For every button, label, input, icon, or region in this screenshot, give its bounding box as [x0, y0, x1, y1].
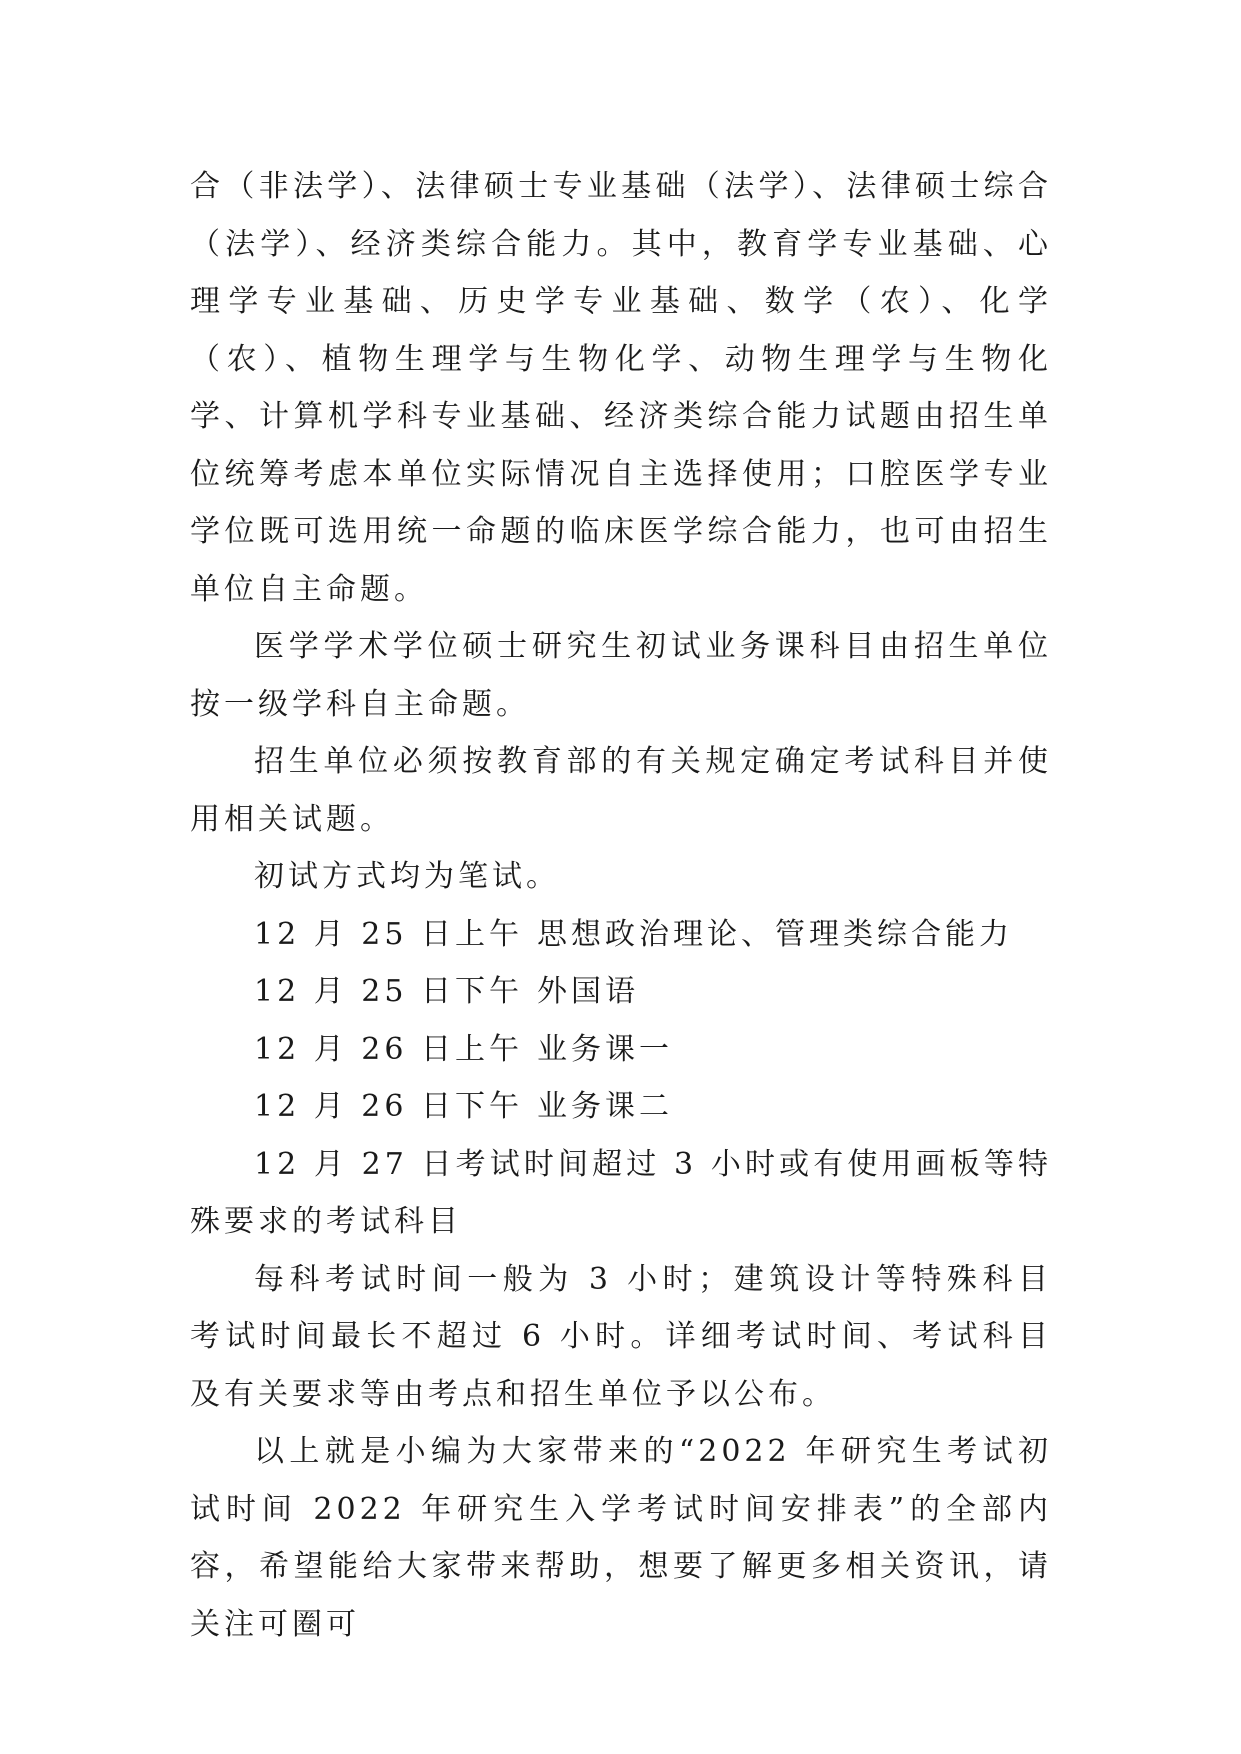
schedule-line-4: [190, 1078, 1052, 1136]
paragraph-medical-academic: 医学学术学位硕士研究生初试业务课科目由招生单位按一级学科自主命题。: [190, 629, 1052, 722]
paragraph-special-exams: 12 月 27 日考试时间超过 3 小时或有使用画板等特殊要求的考试科目: [190, 1146, 1052, 1239]
schedule-date: 12 月 26 日上午: [254, 1031, 523, 1067]
schedule-subject: 业务课一: [536, 1031, 673, 1067]
schedule-subject: 外国语: [536, 974, 639, 1009]
paragraph-closing: 以上就是小编为大家带来的“2022 年研究生考试初试时间 2022 年研究生入学考试时间安排表”的全部内容，希望能给大家带来帮助，想要了解更多相关资讯，请关注可圈可: [190, 1434, 1052, 1642]
schedule-line-2: [190, 963, 1052, 1021]
document-body: [190, 158, 1052, 1653]
schedule-line-1: [190, 906, 1052, 964]
paragraph-subject-rules: 招生单位必须按教育部的有关规定确定考试科目并使用相关试题。: [190, 744, 1052, 837]
schedule-date: 12 月 26 日下午: [254, 1089, 523, 1124]
paragraph-continued-subjects: 合（非法学）、法律硕士专业基础（法学）、法律硕士综合（法学）、经济类综合能力。其中，教育学专业基础、心理学专业基础、历史学专业基础、数学（农）、化学（农）、植物生理学与生物化学、动物生理学与生物化学、计算机学科专业基础、经济类综合能力试题由招生单位统筹考虑本单位实际情况自主选择使用；口腔医学专业学位既可选用统一命题的临床医学综合能力，也可由招生单位自主命题。: [190, 169, 1052, 607]
paragraph-exam-method: 初试方式均为笔试。: [254, 859, 560, 894]
schedule-date: 12 月 25 日上午: [254, 916, 523, 952]
schedule-subject: 思想政治理论、管理类综合能力: [536, 916, 1013, 952]
schedule-date: 12 月 25 日下午: [254, 974, 523, 1009]
schedule-subject: 业务课二: [536, 1089, 673, 1124]
schedule-line-3: [190, 1021, 1052, 1079]
paragraph-exam-duration: 每科考试时间一般为 3 小时；建筑设计等特殊科目考试时间最长不超过 6 小时。详细考试时间、考试科目及有关要求等由考点和招生单位予以公布。: [190, 1261, 1052, 1412]
